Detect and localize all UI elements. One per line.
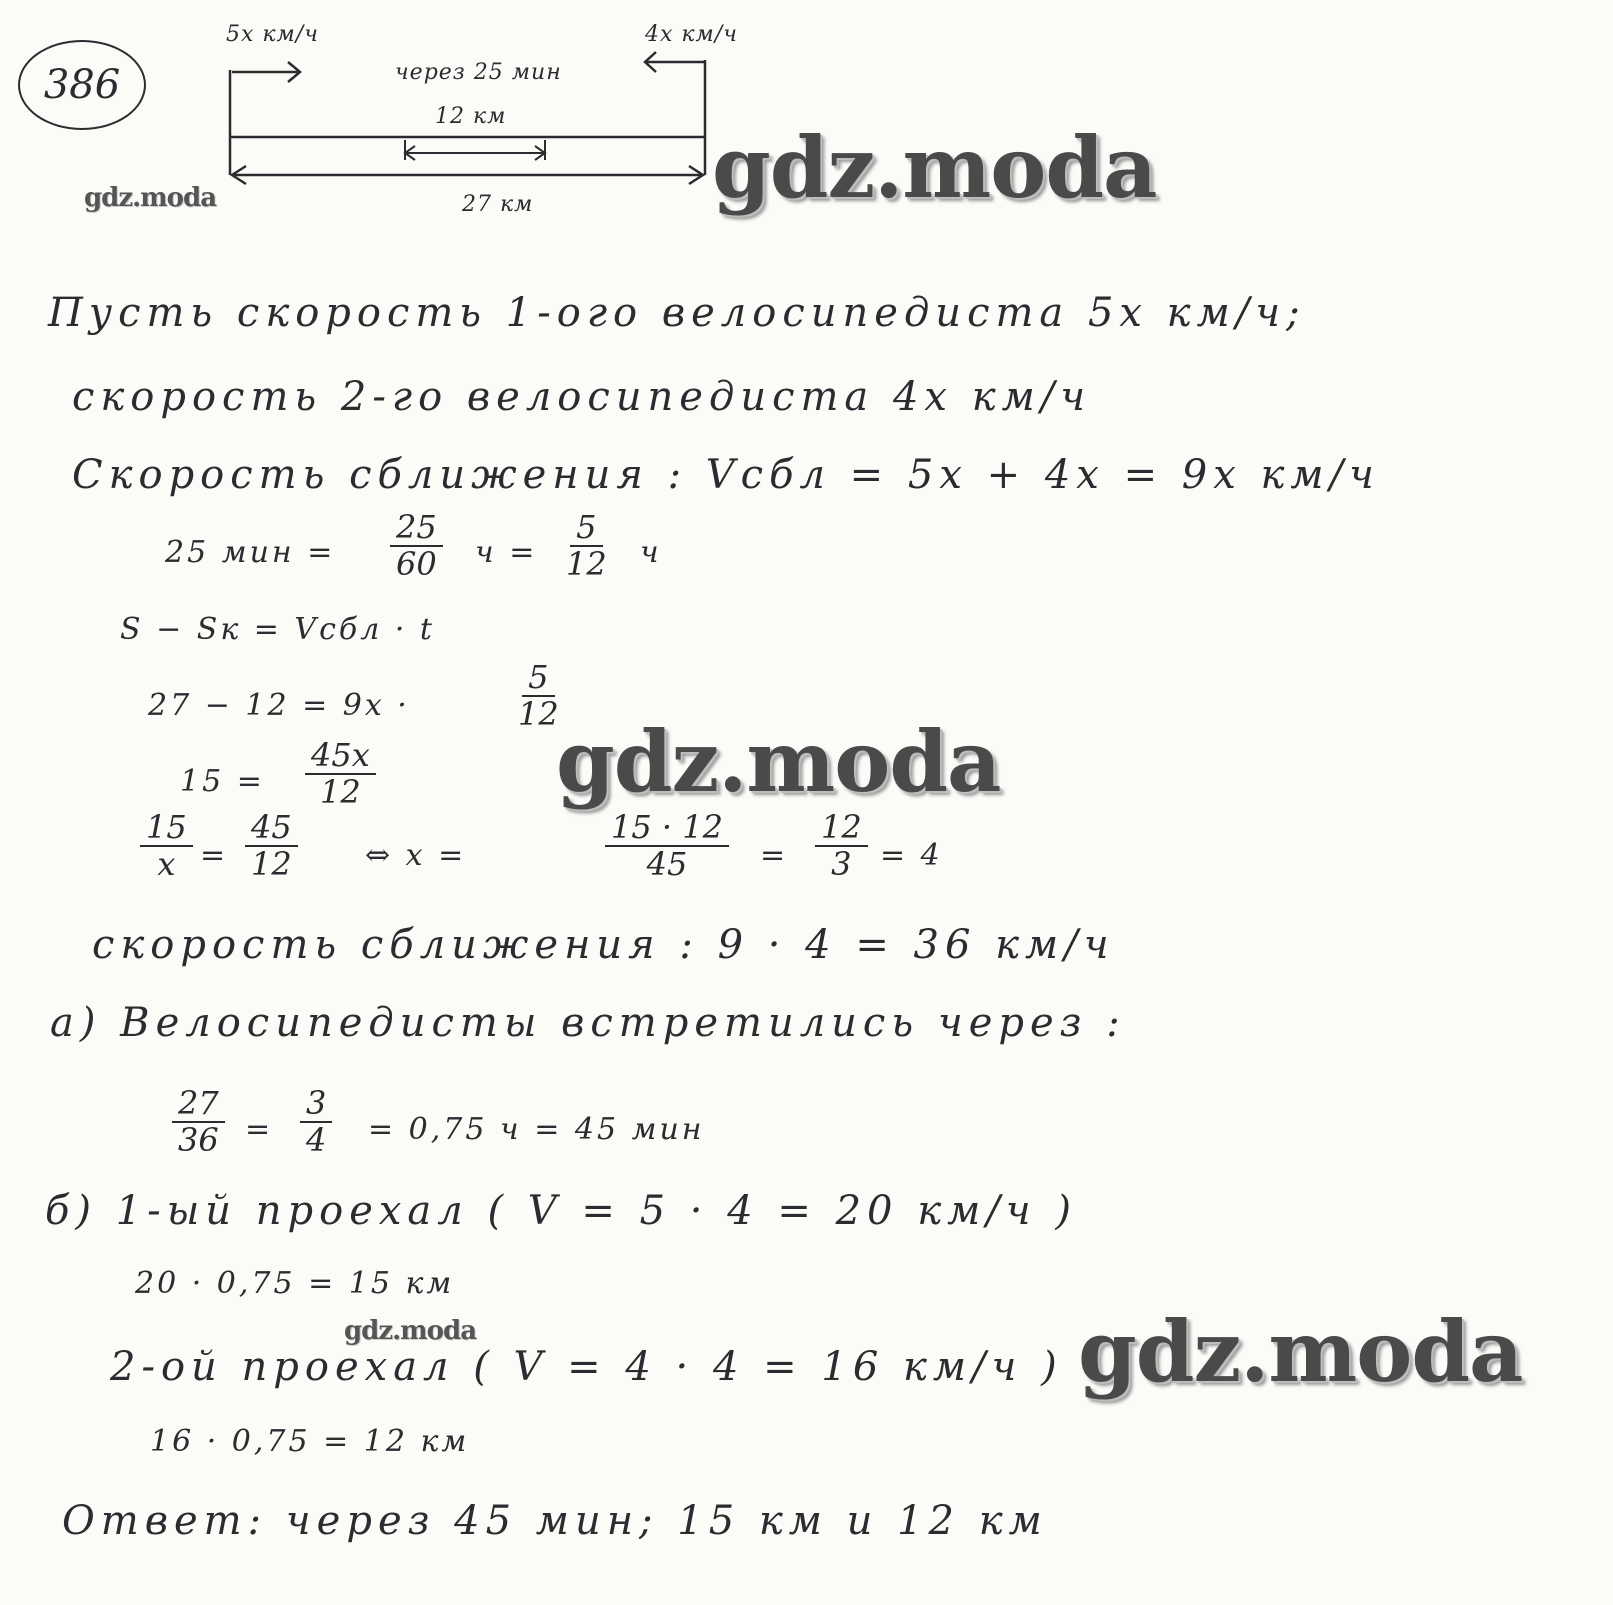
problem-number-text: 386 — [43, 62, 121, 108]
equals-sign-1: = — [200, 838, 229, 873]
watermark-large-3: gdz.moda — [1078, 1302, 1523, 1401]
line-approach-speed-value: скорость сближения : 9 · 4 = 36 км/ч — [92, 922, 1115, 968]
answer-line: Ответ: через 45 мин; 15 км и 12 км — [62, 1498, 1048, 1544]
total-label: 27 км — [462, 192, 534, 217]
speed2-label: 4x км/ч — [645, 22, 738, 47]
fraction-denominator: 4 — [306, 1121, 327, 1160]
gap-label: 12 км — [435, 104, 507, 129]
fraction-5-12-b — [512, 660, 565, 732]
line-first-distance: 20 · 0,75 = 15 км — [135, 1266, 455, 1301]
fraction-15-x — [140, 810, 193, 882]
fraction-denominator: 3 — [831, 845, 852, 884]
fraction-numerator: 15 · 12 — [605, 810, 729, 847]
fraction-45x-12 — [305, 738, 376, 810]
fraction-denominator: 12 — [566, 545, 607, 584]
equivalence-x: ⇔ x = — [365, 838, 467, 873]
fraction-5-12 — [560, 510, 613, 582]
line-speed-2: скорость 2-го велосипедиста 4x км/ч — [72, 374, 1092, 420]
fraction-45-12 — [245, 810, 298, 882]
fraction-denominator: 12 — [320, 773, 361, 812]
fraction-denominator: 36 — [178, 1121, 219, 1160]
fraction-3-4 — [300, 1086, 332, 1158]
watermark-small-2: gdz.moda — [344, 1316, 477, 1346]
fraction-12-3 — [815, 810, 868, 882]
fraction-25-60 — [390, 510, 443, 582]
fraction-15x12-45 — [605, 810, 729, 882]
line-part-b: б) 1-ый проехал ( V = 5 · 4 = 20 км/ч ) — [45, 1188, 1077, 1234]
fraction-denominator: 12 — [518, 695, 559, 734]
fraction-27-36 — [172, 1086, 225, 1158]
fraction-denominator: 60 — [396, 545, 437, 584]
watermark-small-1: gdz.moda — [84, 183, 217, 213]
fraction-numerator: 25 — [390, 510, 443, 547]
fraction-numerator: 45x — [305, 738, 376, 775]
fraction-numerator: 45 — [245, 810, 298, 847]
meeting-time: = 0,75 ч = 45 мин — [368, 1112, 705, 1147]
fraction-numerator: 5 — [570, 510, 602, 547]
equals-sign-3: = — [245, 1112, 274, 1147]
line-second-rider: 2-ой проехал ( V = 4 · 4 = 16 км/ч ) — [110, 1344, 1063, 1390]
line-approach-speed: Скорость сближения : Vсбл = 5x + 4x = 9x км/ч — [72, 452, 1380, 498]
fraction-denominator: 12 — [251, 845, 292, 884]
minutes-conversion-left: 25 мин = — [165, 535, 336, 570]
line-simplified-left: 15 = — [180, 764, 265, 799]
fraction-numerator: 15 — [140, 810, 193, 847]
watermark-large-1: gdz.moda — [712, 118, 1157, 217]
line-speed-1: Пусть скорость 1-ого велосипедиста 5x км/ч; — [48, 290, 1306, 336]
speed1-label: 5x км/ч — [226, 22, 319, 47]
equals-sign-2: = — [760, 838, 789, 873]
watermark-large-2: gdz.moda — [556, 712, 1001, 811]
result-x: = 4 — [880, 838, 943, 873]
line-second-distance: 16 · 0,75 = 12 км — [150, 1424, 470, 1459]
fraction-numerator: 27 — [172, 1086, 225, 1123]
minutes-conversion-unit: ч — [640, 535, 662, 570]
minutes-conversion-mid: ч = — [475, 535, 538, 570]
time-label: через 25 мин — [395, 60, 562, 85]
line-equation-left: 27 − 12 = 9x · — [148, 688, 410, 723]
fraction-numerator: 12 — [815, 810, 868, 847]
fraction-denominator: x — [157, 845, 176, 884]
line-distance-formula: S − Sк = Vсбл · t — [120, 612, 435, 647]
fraction-numerator: 3 — [300, 1086, 332, 1123]
fraction-numerator: 5 — [522, 660, 554, 697]
fraction-denominator: 45 — [646, 845, 688, 884]
line-part-a: а) Велосипедисты встретились через : — [50, 1000, 1126, 1046]
